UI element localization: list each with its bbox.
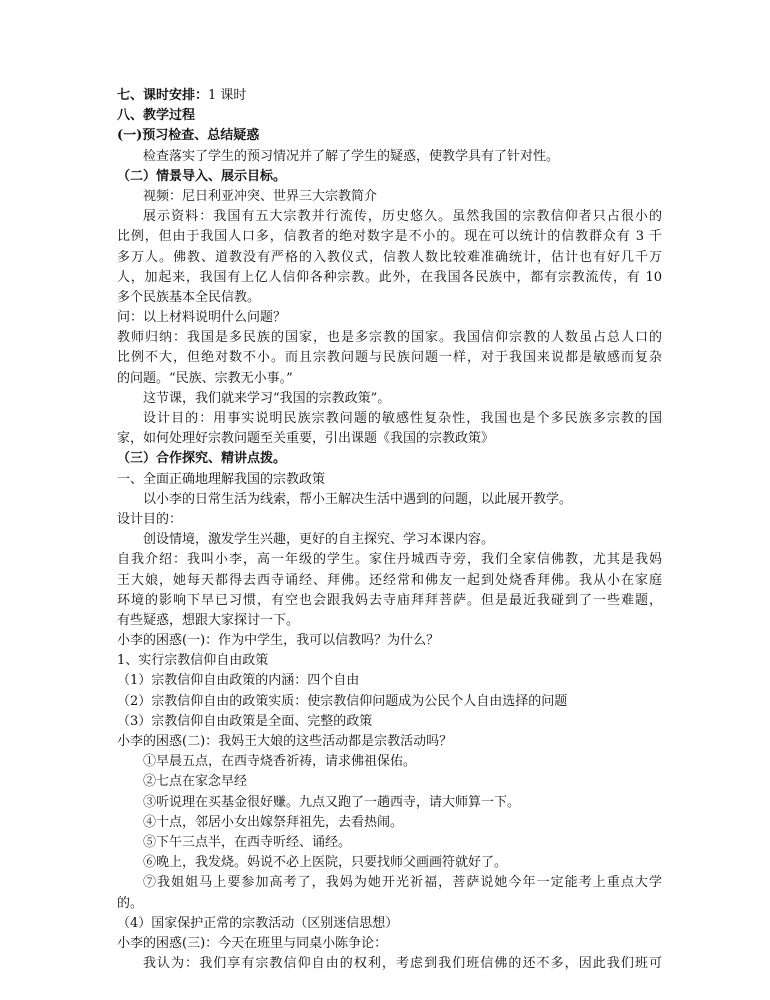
line-heading: 七、课时安排： [117, 88, 209, 103]
text-line: 小李的困惑(二)：我妈王大娘的这些活动都是宗教活动吗？ [117, 734, 453, 749]
text-line: 有些疑惑，想跟大家探讨一下。 [117, 612, 300, 628]
text-line: 设计目的： [117, 511, 183, 527]
text-line: 创设情境，激发学生兴趣，更好的自主探究、学习本课内容。 [143, 532, 495, 548]
text-line: 小李的困惑(一)：作为中学生，我可以信教吗？为什么？ [117, 633, 440, 649]
text-line: 一、全面正确地理解我国的宗教政策 [117, 471, 326, 487]
text-line: 家，如何处理好宗教问题至关重要，引出课题《我国的宗教政策》 [117, 431, 495, 447]
text-line: ⑦我姐姐马上要参加高考了，我妈为她开光祈福，菩萨说她今年一定能考上重点大学 [143, 875, 662, 891]
text-line: ④十点，邻居小女出嫁祭拜祖先，去看热闹。 [143, 814, 404, 830]
text-line: ③听说理在买基金很好赚。九点又跑了一趟西寺，请大师算一下。 [143, 794, 521, 810]
text-line: 视频：尼日利亚冲突、世界三大宗教简介 [143, 188, 378, 204]
text-line: 这节课，我们就来学习“我国的宗教政策”。 [143, 390, 391, 406]
text-line: 多个民族基本全民信教。 [117, 289, 261, 305]
text-line: ⑤下午三点半，在西寺听经、诵经。 [143, 834, 352, 850]
text-line: 比例不大，但绝对数不小。而且宗教问题与民族问题一样，对于我国来说都是敏感而复杂 [117, 350, 662, 366]
text-line: 多万人。佛教、道教没有严格的入教仪式，信教人数比较难准确统计，估计也有好几千万 [117, 249, 662, 265]
text-line: 教师归纳：我国是多民族的国家，也是多宗教的国家。我国信仰宗教的人数虽占总人口的 [117, 330, 662, 346]
text-line: ⑥晚上，我发烧。妈说不必上医院，只要找师父画画符就好了。 [143, 855, 508, 871]
text-line: （1）宗教信仰自由政策的内涵：四个自由 [117, 673, 360, 689]
text-line: 自我介绍：我叫小李，高一年级的学生。家住丹城西寺旁，我们全家信佛教，尤其是我妈 [117, 552, 662, 568]
text-line: 问：以上材料说明什么问题？ [117, 310, 287, 326]
text-line: （3）宗教信仰自由政策是全面、完整的政策 [117, 713, 373, 729]
text-line: 我认为：我们享有宗教信仰自由的权利，考虑到我们班信佛的还不多，因此我们班可 [143, 956, 662, 972]
text-line: 比例，但由于我国人口多，信教者的绝对数字是不小的。现在可以统计的信教群众有 3 千 [117, 229, 662, 245]
text-line: 环境的影响下早已习惯，有空也会跟我妈去寺庙拜拜菩萨。但是最近我碰到了一些难题， [117, 592, 662, 608]
text-line: 1、实行宗教信仰自由政策 [117, 653, 269, 669]
text-line: 检查落实了学生的预习情况并了解了学生的疑惑，使教学具有了针对性。 [143, 148, 560, 164]
text-line: 设计目的：用事实说明民族宗教问题的敏感性复杂性，我国也是个多民族多宗教的国 [143, 411, 662, 426]
text-line: 的问题。“民族、宗教无小事。” [117, 370, 293, 386]
text-line: （4）国家保护正常的宗教活动（区别迷信思想） [117, 915, 399, 931]
text-line: 人，加起来，我国有上亿人信仰各种宗教。此外，在我国各民族中，都有宗教流传，有 10 [117, 269, 662, 285]
text-line: （2）宗教信仰自由的政策实质：使宗教信仰问题成为公民个人自由选择的问题 [117, 693, 568, 709]
text-line: （二）情景导入、展示目标。 [117, 168, 287, 184]
text-line: 的。 [117, 895, 144, 911]
text-line: 以小李的日常生活为线索，帮小王解决生活中遇到的问题，以此展开教学。 [143, 491, 573, 507]
text-line: (一)预习检查、总结疑惑 [117, 128, 260, 144]
text-line: 八、教学过程 [117, 108, 196, 124]
document-body [117, 86, 662, 974]
text-line: 小李的困惑(三)：今天在班里与同桌小陈争论： [117, 935, 388, 951]
text-line: （三）合作探究、精讲点拨。 [117, 451, 287, 467]
text-line: ②七点在家念早经 [143, 774, 248, 790]
text-line: 王大娘，她每天都得去西寺诵经、拜佛。还经常和佛友一起到处烧香拜佛。我从小在家庭 [117, 572, 662, 588]
text-line: ①早晨五点，在西寺烧香祈祷，请求佛祖保佑。 [143, 754, 417, 770]
text-line: 展示资料：我国有五大宗教并行流传，历史悠久。虽然我国的宗教信仰者只占很小的 [143, 209, 662, 225]
line-rest: 1 课时 [208, 88, 247, 103]
text-line [117, 86, 662, 106]
